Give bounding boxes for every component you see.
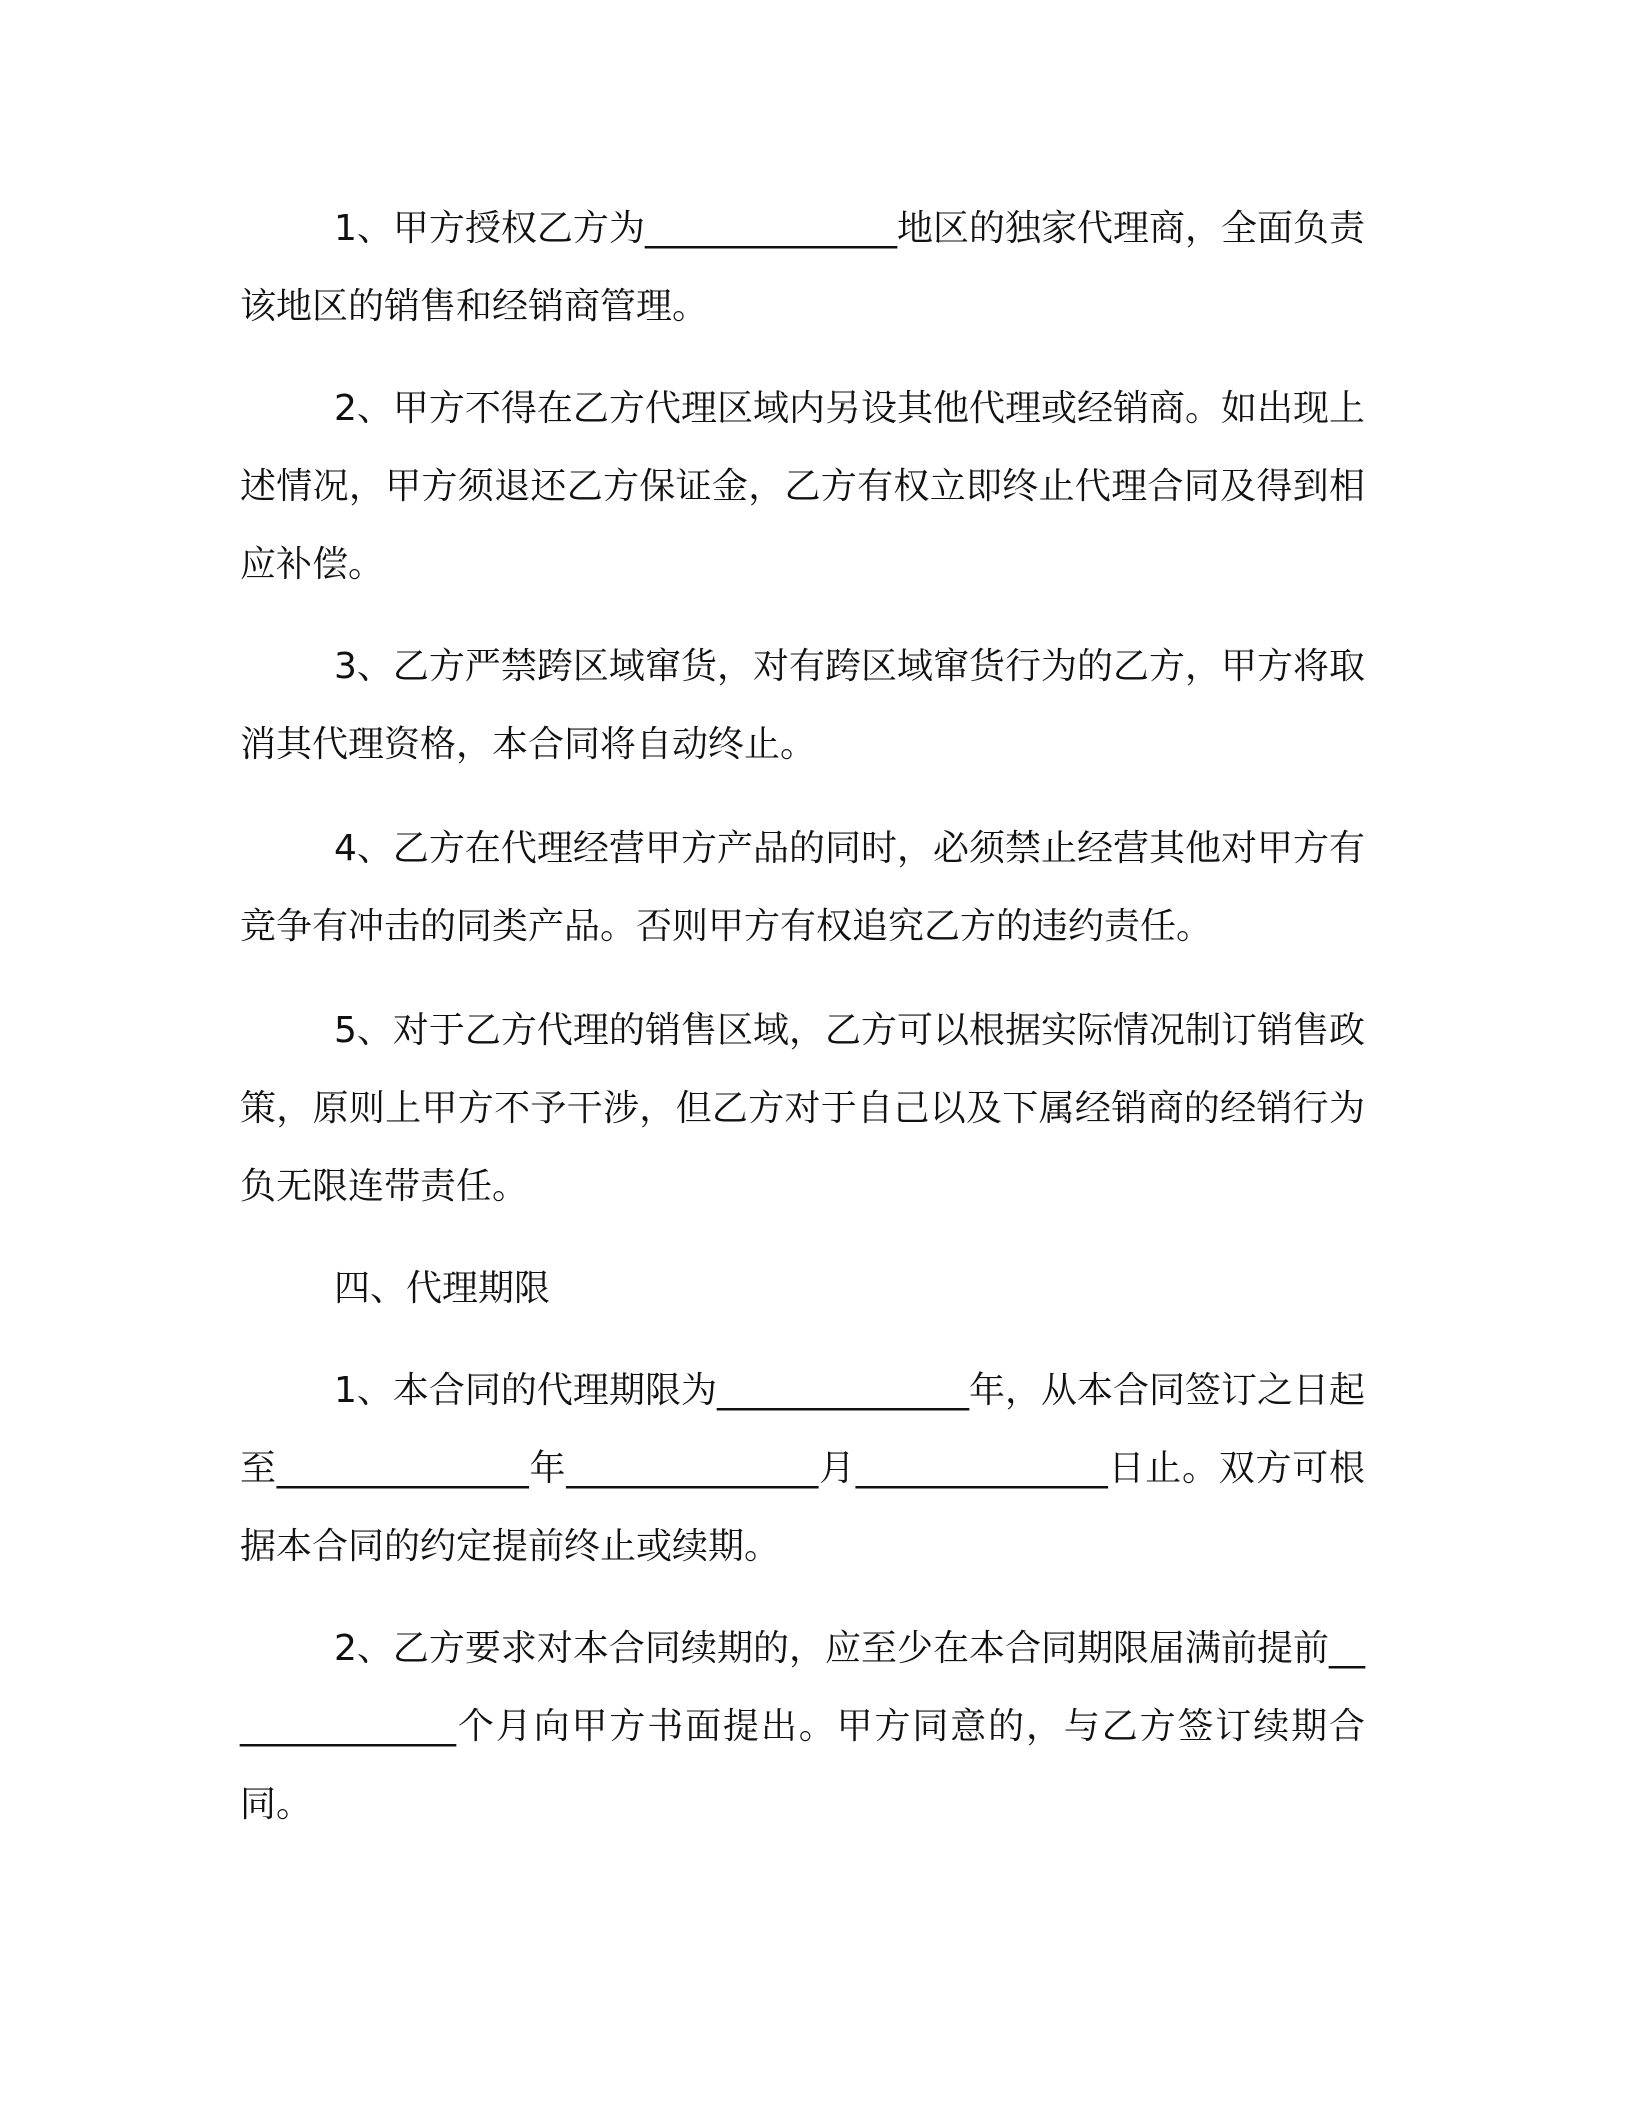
document-page (240, 190, 1365, 1868)
clause-paragraph: 1、本合同的代理期限为______________年，从本合同签订之日起至______________年______________月______________日止。双方可根据本合同的约定提前终止或续期。 (240, 1370, 1365, 1567)
section-heading: 四、代理期限 (334, 1268, 551, 1309)
clause-paragraph: 3、乙方严禁跨区域窜货，对有跨区域窜货行为的乙方，甲方将取消其代理资格，本合同将自动终止。 (240, 646, 1365, 765)
clause-paragraph: 4、乙方在代理经营甲方产品的同时，必须禁止经营其他对甲方有竞争有冲击的同类产品。否则甲方有权追究乙方的违约责任。 (240, 828, 1365, 947)
clause-paragraph: 2、甲方不得在乙方代理区域内另设其他代理或经销商。如出现上述情况，甲方须退还乙方保证金，乙方有权立即终止代理合同及得到相应补偿。 (240, 388, 1365, 585)
clause-paragraph: 5、对于乙方代理的销售区域，乙方可以根据实际情况制订销售政策，原则上甲方不予干涉，但乙方对于自己以及下属经销商的经销行为负无限连带责任。 (240, 1010, 1365, 1207)
clause-paragraph: 1、甲方授权乙方为______________地区的独家代理商，全面负责该地区的销售和经销商管理。 (240, 208, 1365, 327)
clause-paragraph: 2、乙方要求对本合同续期的，应至少在本合同期限届满前提前______________个月向甲方书面提出。甲方同意的，与乙方签订续期合同。 (240, 1628, 1365, 1825)
